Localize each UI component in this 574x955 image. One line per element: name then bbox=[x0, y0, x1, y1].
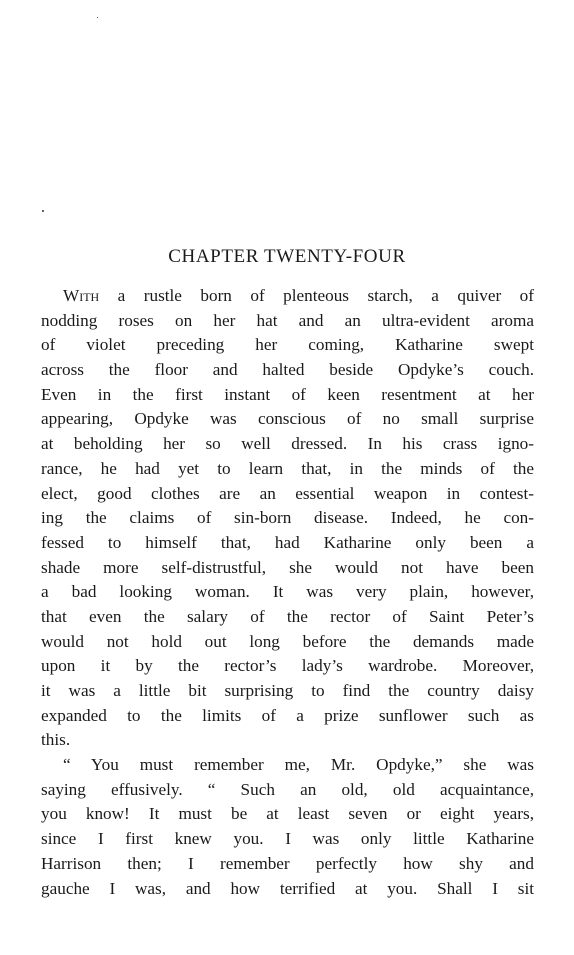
text-line: would not hold out long before the demands made bbox=[41, 631, 534, 651]
text-line: elect, good clothes are an essential weapon in contest- bbox=[41, 483, 534, 503]
chapter-body bbox=[41, 284, 534, 901]
text-line: that even the salary of the rector of Saint Peter’s bbox=[41, 606, 534, 626]
ink-speck bbox=[97, 17, 98, 18]
text-line: this. bbox=[41, 730, 71, 750]
text-line: you know! It must be at least seven or eight years, bbox=[41, 804, 534, 824]
text-line bbox=[41, 284, 534, 309]
text-line: shade more self-distrustful, she would not have been bbox=[41, 557, 534, 577]
text-line: it was a little bit surprising to find the country daisy bbox=[41, 681, 534, 700]
text-line: appearing, Opdyke was conscious of no small surprise bbox=[41, 409, 534, 429]
text-line: saying effusively. “ Such an old, old acquaintance, bbox=[41, 779, 534, 799]
text-line: fessed to himself that, had Katharine only been a bbox=[41, 532, 534, 552]
text-line: rance, he had yet to learn that, in the minds of the bbox=[41, 458, 534, 478]
lead-word: With bbox=[63, 286, 100, 305]
ink-speck bbox=[42, 210, 44, 212]
line-text: a rustle born of plenteous starch, a quiver of bbox=[99, 286, 534, 305]
text-line: across the floor and halted beside Opdyke’s couch. bbox=[41, 360, 534, 380]
text-line: upon it by the rector’s lady’s wardrobe. Moreover, bbox=[41, 656, 534, 676]
text-line: since I first knew you. I was only little Katharine bbox=[41, 829, 534, 849]
text-line: “ You must remember me, Mr. Opdyke,” she was bbox=[63, 755, 534, 775]
text-line: Even in the first instant of keen resentment at her bbox=[41, 384, 534, 404]
text-line: nodding roses on her hat and an ultra-evident aroma bbox=[41, 310, 534, 330]
text-line: Harrison then; I remember perfectly how shy and bbox=[41, 853, 534, 873]
text-line: ing the claims of sin-born disease. Indeed, he con- bbox=[41, 508, 534, 528]
text-line: at beholding her so well dressed. In his crass igno- bbox=[41, 434, 534, 454]
text-line: of violet preceding her coming, Katharine swept bbox=[41, 335, 534, 355]
chapter-title: CHAPTER TWENTY-FOUR bbox=[168, 246, 406, 267]
text-line: a bad looking woman. It was very plain, however, bbox=[41, 582, 534, 602]
text-line: gauche I was, and how terrified at you. Shall I sit bbox=[41, 878, 534, 898]
text-line: expanded to the limits of a prize sunflower such as bbox=[41, 705, 534, 725]
